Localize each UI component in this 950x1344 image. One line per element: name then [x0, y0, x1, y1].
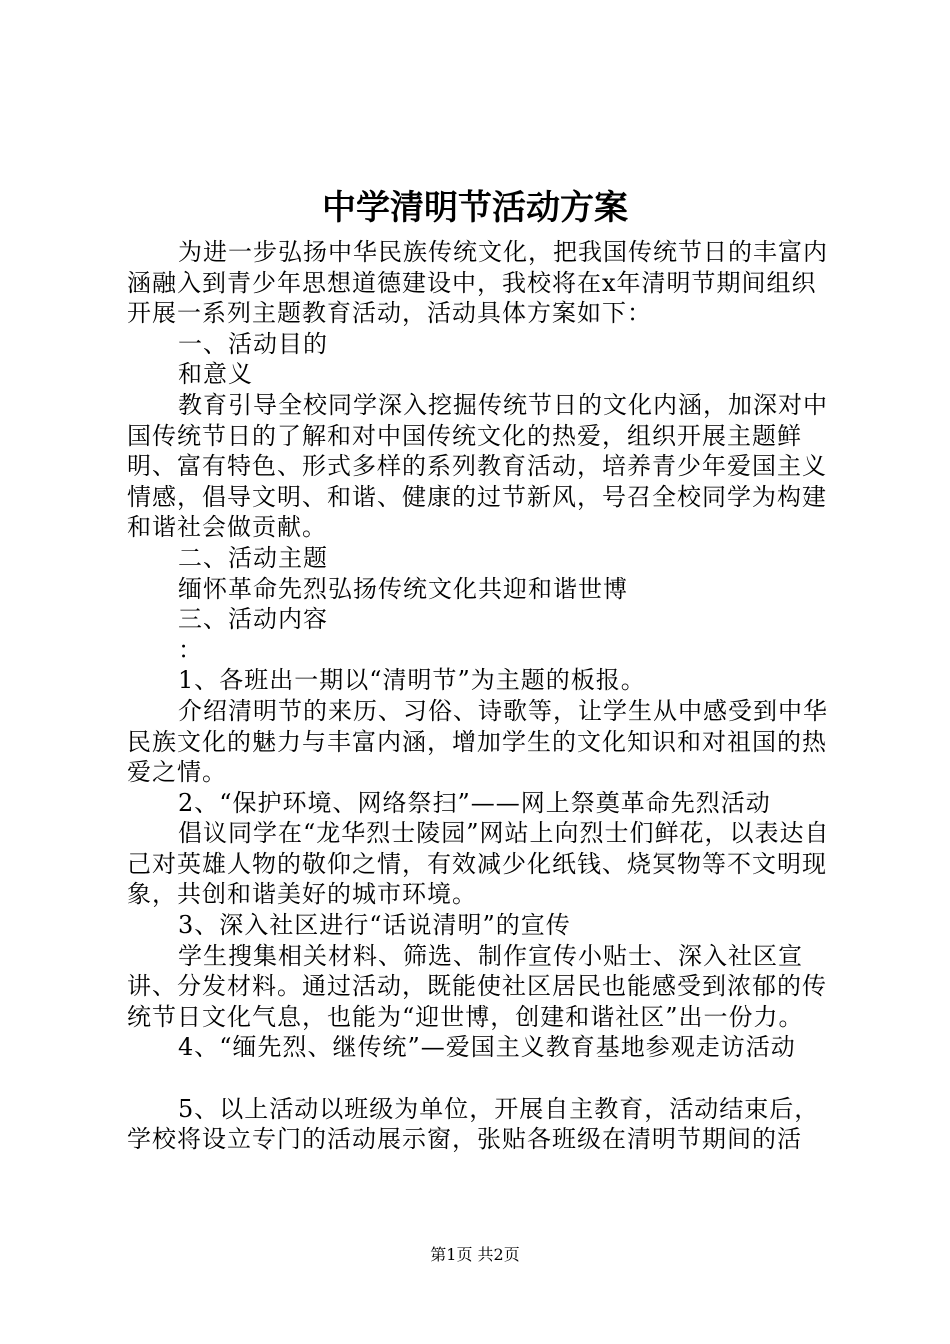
section-heading-theme: 二、活动主题 [178, 543, 328, 572]
section-heading-purpose-continued: 和意义 [178, 360, 253, 389]
activity-item-3: 3、深入社区进行“话说清明”的宣传 [178, 911, 571, 940]
section-heading-purpose: 一、活动目的 [178, 329, 328, 358]
document-body [127, 237, 833, 1155]
activity-item-3-detail: 学生搜集相关材料、筛选、制作宣传小贴士、深入社区宣讲、分发材料。通过活动，既能使社区居民也能感受到浓郁的传统节日文化气息，也能为“迎世博，创建和谐社区”出一份力。 [127, 941, 827, 1031]
activity-item-1: 1、各班出一期以“清明节”为主题的板报。 [178, 666, 646, 695]
document-title: 中学清明节活动方案 [322, 188, 628, 228]
activity-item-1-detail: 介绍清明节的来历、习俗、诗歌等，让学生从中感受到中华民族文化的魅力与丰富内涵，增加学生的文化知识和对祖国的热爱之情。 [127, 696, 828, 787]
paragraph-spacer [127, 1063, 833, 1094]
purpose-paragraph: 教育引导全校同学深入挖掘传统节日的文化内涵，加深对中国传统节日的了解和对中国传统文化的热爱，组织开展主题鲜明、富有特色、形式多样的系列教育活动，培养青少年爱国主义情感，倡导文明、和谐、健康的过节新风，号召全校同学为构建和谐社会做贡献。 [127, 390, 828, 542]
activity-item-2: 2、“保护环境、网络祭扫”——网上祭奠革命先烈活动 [178, 788, 771, 817]
page-number-footer: 第1页 共2页 [430, 1245, 520, 1264]
activity-item-5: 5、以上活动以班级为单位，开展自主教育，活动结束后，学校将设立专门的活动展示窗，张贴各班级在清明节期间的活 [127, 1094, 820, 1154]
activity-item-4: 4、“缅先烈、继传统”—爱国主义教育基地参观走访活动 [178, 1033, 796, 1062]
activity-item-2-detail: 倡议同学在“龙华烈士陵园”网站上向烈士们鲜花，以表达自己对英雄人物的敬仰之情，有效减少化纸钱、烧冥物等不文明现象，共创和谐美好的城市环境。 [127, 819, 830, 909]
intro-paragraph: 为进一步弘扬中华民族传统文化，把我国传统节日的丰富内涵融入到青少年思想道德建设中，我校将在x年清明节期间组织开展一系列主题教育活动，活动具体方案如下： [127, 238, 828, 328]
theme-paragraph: 缅怀革命先烈弘扬传统文化共迎和谐世博 [178, 574, 628, 603]
section-heading-content: 三、活动内容 [178, 605, 328, 634]
section-heading-content-colon: ： [178, 635, 203, 664]
